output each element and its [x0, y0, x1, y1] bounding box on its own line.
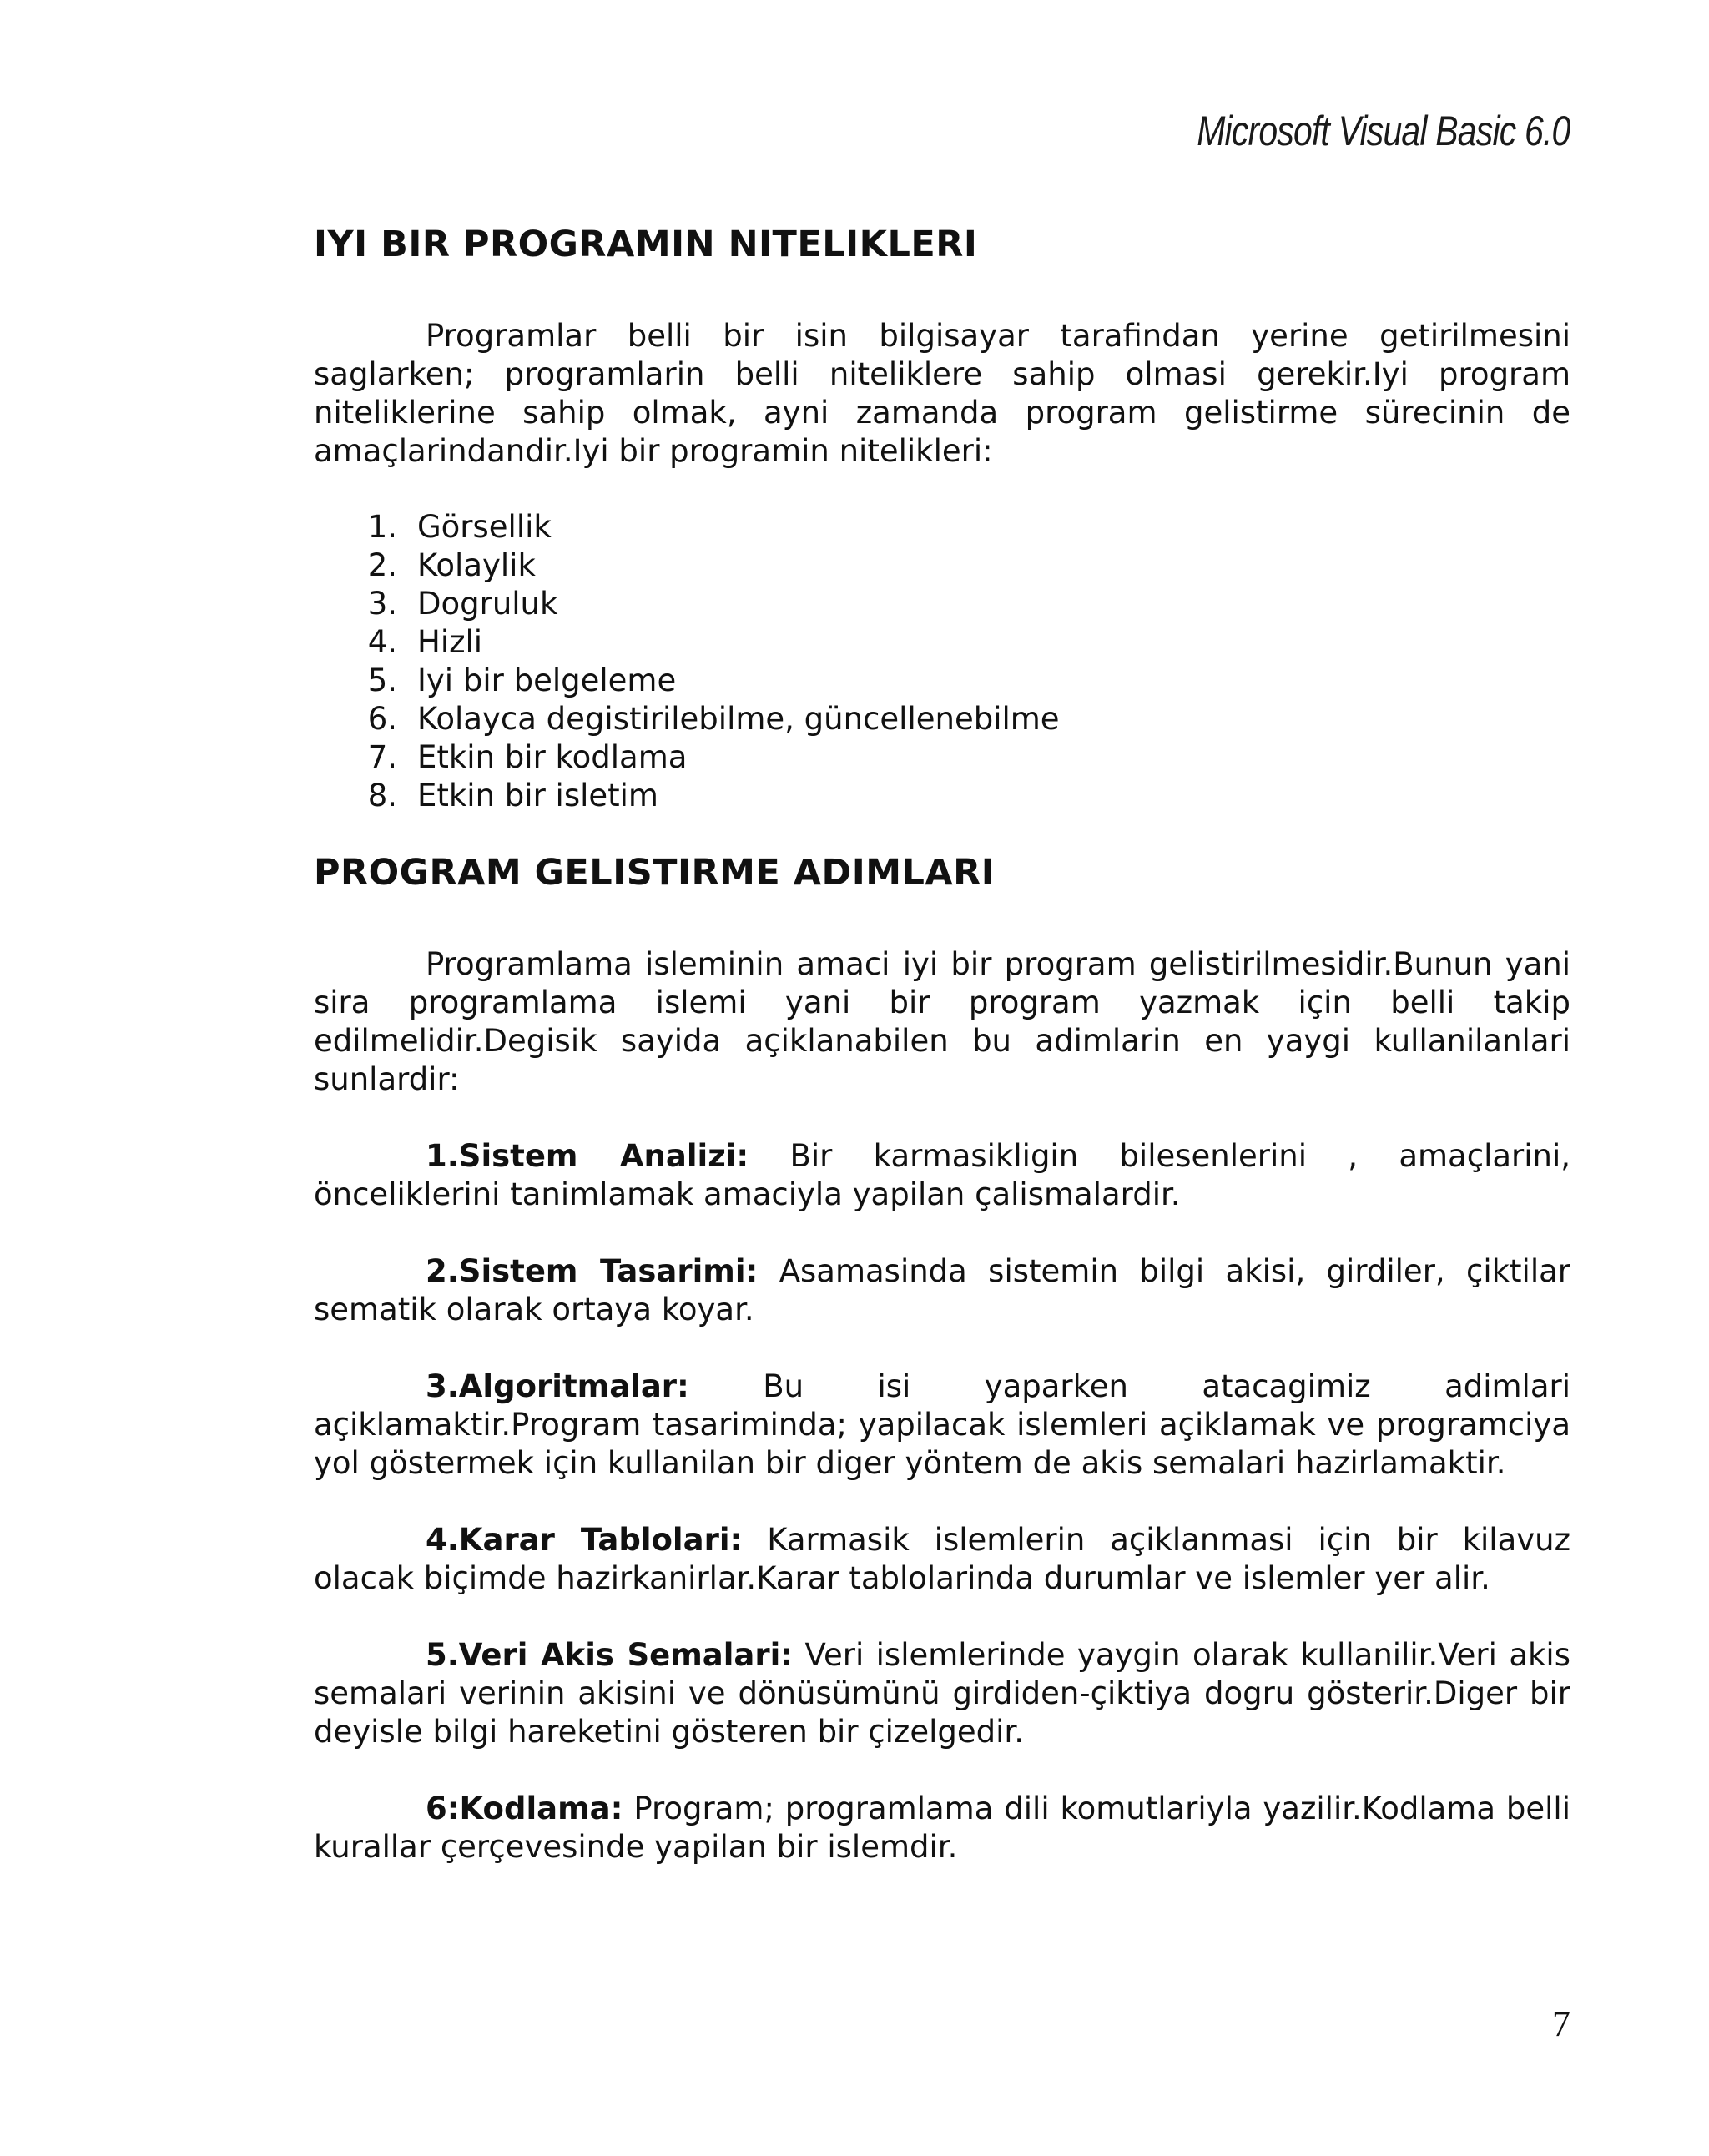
step-paragraph	[314, 1252, 1570, 1329]
step-text: Karmasik islemlerin açiklanmasi için bir kilavuz olacak biçimde hazirkanirlar.Karar tablolarinda durumlar ve islemler yer alir.	[314, 1522, 1571, 1596]
list-item-text: Kolaylik	[417, 547, 536, 583]
list-item	[314, 662, 1570, 700]
list-item-text: Iyi bir belgeleme	[417, 662, 677, 698]
list-item-text: Etkin bir isletim	[417, 778, 658, 814]
list-item-number: 7.	[367, 739, 397, 775]
list-item	[314, 508, 1570, 547]
list-item	[314, 700, 1570, 738]
list-item-number: 1.	[367, 509, 397, 545]
section-heading-adimlar: PROGRAM GELISTIRME ADIMLARI	[314, 852, 996, 894]
step-text: Program; programlama dili komutlariyla yazilir.Kodlama belli kurallar çerçevesinde yapilan bir islemdir.	[314, 1791, 1570, 1865]
step-text: Bir karmasikligin bilesenlerini , amaçlarini, önceliklerini tanimlamak amaciyla yapilan çalismalardir.	[314, 1138, 1570, 1212]
step-paragraph	[314, 1137, 1570, 1214]
section-heading-nitelikler: IYI BIR PROGRAMIN NITELIKLERI	[314, 224, 978, 265]
step-paragraph	[314, 1636, 1570, 1751]
step-term: 3.Algoritmalar:	[426, 1368, 689, 1404]
list-item-number: 8.	[367, 778, 397, 814]
list-item-number: 3.	[367, 586, 397, 622]
list-item	[314, 738, 1570, 777]
list-item-number: 4.	[367, 624, 397, 660]
section-paragraph-nitelikler: Programlar belli bir isin bilgisayar tarafindan yerine getirilmesini saglarken; programlarin belli niteliklere sahip olmasi gerekir.Iyi program niteliklerine sahip olmak, ayni zamanda program gelistirme sürecinin de amaçlarindandir.Iyi bir programin nitelikleri:	[314, 318, 1570, 469]
qualities-list	[314, 508, 1570, 815]
step-term: 4.Karar Tablolari:	[426, 1522, 743, 1558]
list-item	[314, 777, 1570, 815]
step-text: Veri islemlerinde yaygin olarak kullanilir.Veri akis semalari verinin akisini ve dönüsümünü girdiden-çiktiya dogru gösterir.Diger bir deyisle bilgi hareketini gösteren bir çizelgedir.	[314, 1637, 1570, 1750]
step-term: 1.Sistem Analizi:	[426, 1138, 749, 1174]
list-item-text: Hizli	[417, 624, 483, 660]
step-text: Asamasinda sistemin bilgi akisi, girdiler, çiktilar sematik olarak ortaya koyar.	[314, 1253, 1571, 1327]
list-item-number: 2.	[367, 547, 397, 583]
list-item-text: Kolayca degistirilebilme, güncellenebilme	[417, 701, 1060, 737]
list-item	[314, 623, 1570, 662]
list-item-text: Etkin bir kodlama	[417, 739, 688, 775]
step-paragraph	[314, 1521, 1570, 1598]
list-item-number: 6.	[367, 701, 397, 737]
step-term: 6:Kodlama:	[426, 1791, 623, 1826]
list-item-text: Dogruluk	[417, 586, 558, 622]
step-paragraph	[314, 1368, 1570, 1483]
list-item-number: 5.	[367, 662, 397, 698]
step-term: 5.Veri Akis Semalari:	[426, 1637, 794, 1673]
running-header: Microsoft Visual Basic 6.0	[1197, 108, 1570, 154]
list-item-text: Görsellik	[417, 509, 552, 545]
step-term: 2.Sistem Tasarimi:	[426, 1253, 759, 1289]
step-paragraph	[314, 1790, 1570, 1866]
page-content	[314, 224, 1570, 1866]
page-number: 7	[1552, 2003, 1570, 2044]
step-text: Bu isi yaparken atacagimiz adimlari açiklamaktir.Program tasariminda; yapilacak islemleri açiklamak ve programciya yol göstermek için kullanilan bir diger yöntem de akis semalari hazirlamaktir.	[314, 1368, 1570, 1481]
list-item	[314, 585, 1570, 623]
section-paragraph-adimlar: Programlama isleminin amaci iyi bir program gelistirilmesidir.Bunun yani sira programlama islemi yani bir program yazmak için belli takip edilmelidir.Degisik sayida açiklanabilen bu adimlarin en yaygi kullanilanlari sunlardir:	[314, 946, 1570, 1097]
list-item	[314, 547, 1570, 585]
